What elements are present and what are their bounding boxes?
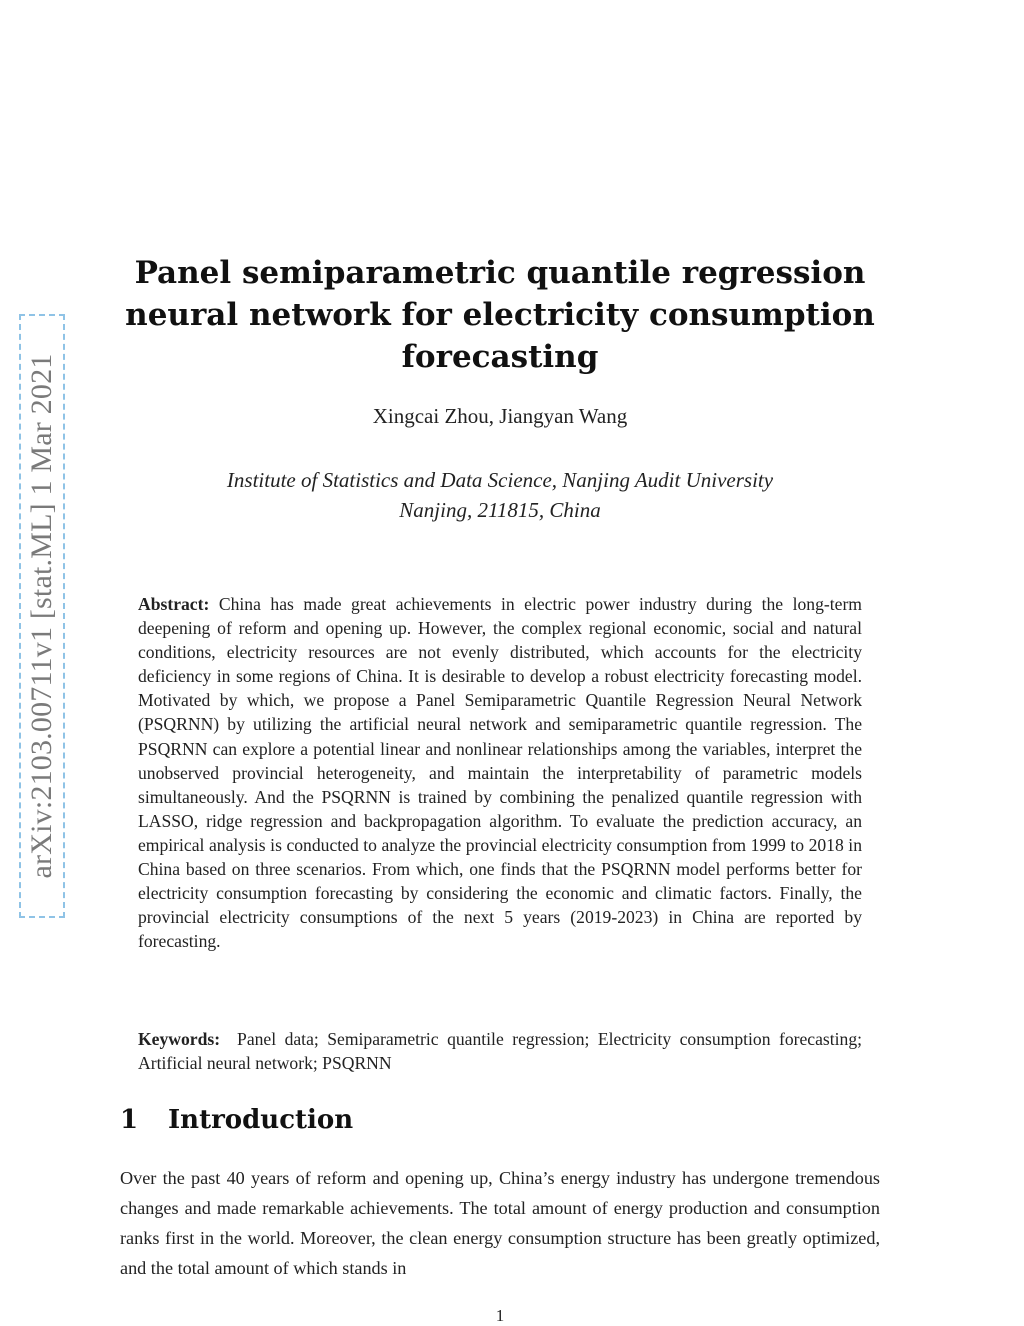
- section-number: 1: [120, 1105, 139, 1135]
- title-line: forecasting: [401, 339, 599, 375]
- affiliation-line: Nanjing, 211815, China: [399, 498, 601, 522]
- arxiv-stamp[interactable]: [19, 314, 65, 918]
- author-list: Xingcai Zhou, Jiangyan Wang: [372, 404, 628, 428]
- keywords-text: Panel data; Semiparametric quantile regression; Electricity consumption forecasting; Artificial neural network; PSQRNN: [138, 1029, 863, 1074]
- abstract-label: Abstract:: [138, 594, 210, 614]
- intro-paragraph: Over the past 40 years of reform and opening up, China’s energy industry has undergone tremendous changes and made remarkable achievements. The total amount of energy production and consumption ranks first in the world. Moreover, the clean energy consumption structure has been greatly optimized, and the total amount of which stands in: [120, 1168, 880, 1278]
- affiliation-line: Institute of Statistics and Data Science, Nanjing Audit University: [226, 468, 774, 492]
- title-line: Panel semiparametric quantile regression: [134, 255, 866, 291]
- affiliation: [120, 465, 880, 525]
- section-title: Introduction: [168, 1105, 354, 1135]
- abstract: [138, 592, 862, 953]
- arxiv-identifier[interactable]: arXiv:2103.00711v1 [stat.ML] 1 Mar 2021: [25, 353, 58, 879]
- page-number: 1: [495, 1306, 505, 1325]
- section-heading: [120, 1105, 353, 1135]
- title-line: neural network for electricity consumption: [125, 297, 875, 333]
- abstract-text: China has made great achievements in electric power industry during the long-term deepening of reform and opening up. However, the complex regional economic, social and natural conditions, electricity resources are not evenly distributed, which accounts for the electricity deficiency in some regions of China. It is desirable to develop a robust electricity forecasting model. Motivated by which, we propose a Panel Semiparametric Quantile Regression Neural Network (PSQRNN) by utilizing the artificial neural network and semiparametric quantile regression. The PSQRNN can explore a potential linear and nonlinear relationships among the variables, interpret the unobserved provincial heterogeneity, and maintain the interpretability of parametric models simultaneously. And the PSQRNN is trained by combining the penalized quantile regression with LASSO, ridge regression and backpropagation algorithm. To evaluate the prediction accuracy, an empirical analysis is conducted to analyze the provincial electricity consumption from 1999 to 2018 in China based on three scenarios. From which, one finds that the PSQRNN model performs better for electricity consumption forecasting by considering the economic and climatic factors. Finally, the provincial electricity consumptions of the next 5 years (2019-2023) in China are reported by forecasting.: [138, 594, 862, 952]
- keywords: [138, 1027, 862, 1075]
- paper-title: [120, 252, 880, 378]
- keywords-label: Keywords:: [138, 1029, 221, 1049]
